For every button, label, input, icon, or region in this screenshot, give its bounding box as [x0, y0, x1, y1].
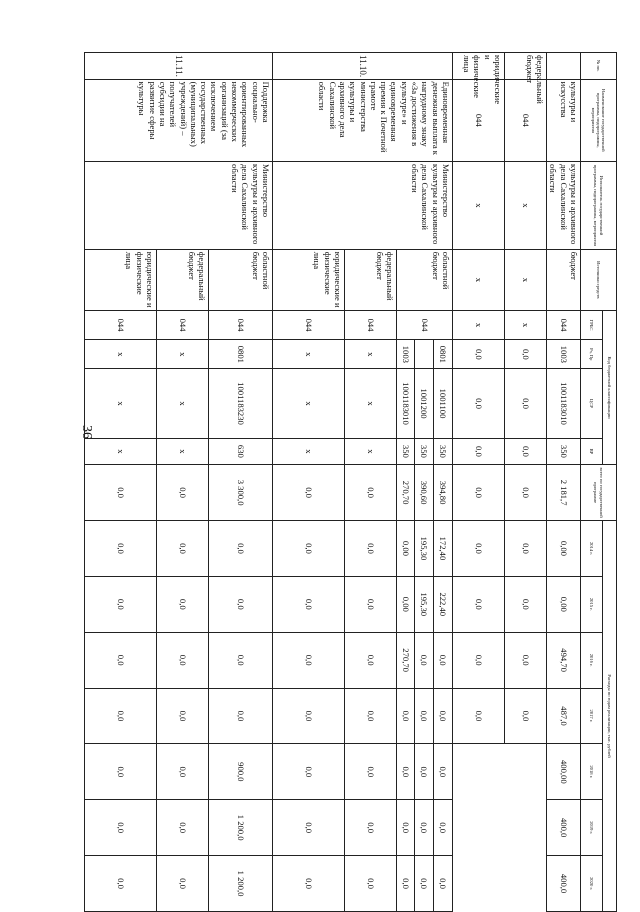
year-value: 0,00 — [547, 521, 581, 577]
grbs-code: 044 — [209, 310, 273, 339]
funding-source: юридические и физические лица — [453, 53, 505, 80]
year-value — [397, 521, 453, 577]
csr-code: 1001183230 — [209, 369, 273, 438]
rzpr-code-line: 1003 — [397, 340, 415, 368]
year-value: 0,0 — [157, 744, 209, 800]
year-value: 0,0 — [209, 632, 273, 688]
year-value-line: 172,40 — [438, 536, 449, 561]
vr-code: x — [157, 438, 209, 465]
year-value: 0,0 — [453, 465, 505, 521]
year-value: 400,0 — [547, 856, 581, 912]
csr-code: x — [505, 249, 547, 310]
header-source: Источники средств — [581, 249, 617, 310]
header-year: 2016 г. — [581, 632, 603, 688]
year-value — [397, 856, 453, 912]
year-value: 900,0 — [209, 744, 273, 800]
grbs-code: 044 — [345, 310, 397, 339]
year-value: 0,0 — [273, 856, 345, 912]
year-value: 0,00 — [547, 576, 581, 632]
year-value: 0,0 — [157, 688, 209, 744]
executor: Министерство культуры и архивного дела Сахалинской области — [85, 162, 273, 250]
year-value: 0,0 — [273, 521, 345, 577]
rzpr-code — [397, 340, 453, 369]
year-value: 0,0 — [157, 800, 209, 856]
csr-code: x — [85, 369, 157, 438]
year-value: 0,0 — [273, 688, 345, 744]
table-row — [209, 53, 273, 912]
year-value: 0,0 — [505, 632, 547, 688]
year-value: 0,0 — [157, 521, 209, 577]
rzpr-code: x — [157, 340, 209, 369]
total-value: 0,0 — [157, 465, 209, 521]
grbs-code: 044 — [505, 79, 547, 161]
total-value-line: 390,60 — [415, 465, 433, 520]
year-value: 0,0 — [345, 800, 397, 856]
grbs-code: 044 — [547, 310, 581, 339]
vr-code-line: 350 — [397, 439, 415, 465]
year-value: 0,0 — [209, 688, 273, 744]
year-value: 0,0 — [85, 856, 157, 912]
year-value: 0,0 — [505, 688, 547, 744]
rzpr-code: x — [85, 340, 157, 369]
year-value: 0,0 — [345, 632, 397, 688]
year-value-line: 0,0 — [438, 878, 449, 889]
year-value-line: 0,0 — [415, 633, 433, 688]
csr-code: x — [345, 369, 397, 438]
grbs-code: 044 — [273, 310, 345, 339]
csr-code — [397, 369, 453, 438]
year-value: 0,0 — [85, 576, 157, 632]
year-value: 0,0 — [209, 576, 273, 632]
year-value-line: 270,70 — [397, 633, 415, 688]
header-year: 2017 г. — [581, 688, 603, 744]
year-value: 0,0 — [85, 521, 157, 577]
vr-code: x — [505, 310, 547, 339]
year-value-line: 0,0 — [397, 856, 415, 911]
year-value-line: 0,0 — [397, 744, 415, 799]
year-value-line: 0,0 — [438, 710, 449, 722]
year-value: 0,0 — [505, 369, 547, 438]
year-value: 0,0 — [505, 576, 547, 632]
year-value-line: 0,00 — [397, 577, 415, 632]
table-row — [397, 53, 453, 912]
measure-name: культуры и искусства — [547, 79, 581, 161]
year-value: 0,0 — [453, 576, 505, 632]
page-number: 36 — [79, 425, 94, 439]
year-value: 0,0 — [273, 576, 345, 632]
year-value: 0,0 — [345, 576, 397, 632]
year-value: 487,0 — [547, 688, 581, 744]
year-value: 0,0 — [157, 576, 209, 632]
year-value: 0,0 — [453, 632, 505, 688]
header-year: 2019 г. — [581, 800, 603, 856]
row-number: 11.10. — [273, 53, 453, 80]
year-value: 0,0 — [157, 632, 209, 688]
total-value: 3 300,0 — [209, 465, 273, 521]
rzpr-code: 1003 — [547, 340, 581, 369]
year-value: 0,0 — [157, 856, 209, 912]
year-value-line: 0,0 — [415, 744, 433, 799]
header-rzpr: Рз, Пр — [581, 340, 603, 369]
year-value: 0,0 — [453, 438, 505, 465]
table-row — [453, 53, 505, 912]
vr-code-line: 350 — [415, 439, 433, 465]
csr-code: x — [453, 249, 505, 310]
year-value — [397, 632, 453, 688]
funding-source: юридические и физические лица — [273, 249, 345, 310]
total-value: 0,0 — [273, 465, 345, 521]
vr-code: x — [273, 438, 345, 465]
year-value-line: 0,0 — [438, 766, 449, 778]
vr-code-line: 350 — [438, 444, 449, 458]
year-value: 0,0 — [453, 369, 505, 438]
header-year: 2018 г. — [581, 744, 603, 800]
measure-name: Единовременная денежная выплата к нагрудному знаку «За достижения в культуре» и единовременная премия к Почетной грамоте министерства культуры и архивного дела Сахалинской области — [273, 79, 453, 161]
header-expenses: Расходы по годам реализации, тыс. рублей — [603, 521, 617, 912]
year-value-line: 195,30 — [415, 521, 433, 576]
year-value-line: 0,00 — [397, 521, 415, 576]
header-year: 2015 г. — [581, 576, 603, 632]
total-value-line: 394,80 — [438, 480, 449, 505]
year-value-line: 0,0 — [415, 689, 433, 744]
year-value-line: 0,0 — [397, 800, 415, 855]
header-kbk: Код бюджетной классификации — [603, 310, 617, 464]
year-value: 0,0 — [345, 856, 397, 912]
table-row — [547, 53, 581, 912]
csr-code-line: 1001100 — [438, 388, 449, 419]
year-value-line: 0,0 — [415, 800, 433, 855]
vr-code: x — [345, 438, 397, 465]
rzpr-code: x — [505, 162, 547, 250]
year-value: 0,0 — [345, 744, 397, 800]
header-total: всего по государственной программе — [581, 465, 617, 521]
rzpr-code-line — [415, 340, 433, 368]
grbs-code: 044 — [85, 310, 157, 339]
header-csr: ЦСР — [581, 369, 603, 438]
header-year: 2014 г. — [581, 521, 603, 577]
vr-code — [397, 438, 453, 465]
vr-code: 350 — [547, 438, 581, 465]
table-body — [85, 53, 581, 912]
year-value: 0,0 — [345, 521, 397, 577]
year-value-line: 0,0 — [415, 856, 433, 911]
csr-code-line: 1001183010 — [397, 369, 415, 437]
csr-code: x — [157, 369, 209, 438]
header-grbs: ГРБС — [581, 310, 603, 339]
table-row — [505, 53, 547, 912]
measure-name: Поддержка социально-ориентированных некоммерческих организаций (за исключением государственных (муниципальных) учреждений) – получателей субсидии на развитие сферы культуры — [85, 79, 273, 161]
vr-code: x — [453, 310, 505, 339]
funding-source: областной бюджет — [209, 249, 273, 310]
year-value: 0,0 — [453, 521, 505, 577]
year-value-line: 222,40 — [438, 592, 449, 617]
vr-code: x — [85, 438, 157, 465]
year-value: 0,0 — [273, 632, 345, 688]
funding-source: федеральный бюджет — [345, 249, 397, 310]
total-value: 0,0 — [85, 465, 157, 521]
budget-table — [84, 52, 617, 912]
year-value — [397, 576, 453, 632]
funding-source: бюджет — [547, 249, 581, 310]
header-executor: Исполнитель государственной программы, подпрограммы, мероприятия — [581, 162, 617, 250]
total-value: 2 181,7 — [547, 465, 581, 521]
year-value: 0,0 — [209, 521, 273, 577]
rzpr-code: x — [273, 340, 345, 369]
year-value: 400,0 — [547, 800, 581, 856]
year-value: 494,70 — [547, 632, 581, 688]
csr-code: 1001183010 — [547, 369, 581, 438]
budget-table-rotated — [115, 52, 617, 912]
year-value-line: 0,0 — [438, 654, 449, 666]
year-value: 0,0 — [85, 688, 157, 744]
rzpr-code: x — [453, 162, 505, 250]
year-value — [397, 800, 453, 856]
rzpr-code-line: 0801 — [438, 345, 449, 363]
year-value: 0,0 — [453, 688, 505, 744]
year-value: 0,0 — [505, 465, 547, 521]
row-number: 11.11. — [85, 53, 273, 80]
executor: Министерство культуры и архивного дела Сахалинской области — [273, 162, 453, 250]
year-value — [397, 688, 453, 744]
total-value — [397, 465, 453, 521]
year-value-line: 0,0 — [438, 822, 449, 834]
year-value: 0,0 — [273, 800, 345, 856]
grbs-code: 044 — [397, 310, 453, 339]
total-value: 0,0 — [505, 340, 547, 369]
year-value-line: 0,0 — [397, 689, 415, 744]
header-num: № пп. — [581, 53, 617, 80]
header-name: Наименование государственной программы, подпрограммы, мероприятия — [581, 79, 617, 161]
csr-code-line: 1001200 — [415, 369, 433, 437]
header-vr: ВР — [581, 438, 603, 465]
executor: культуры и архивного дела Сахалинской области — [547, 162, 581, 250]
total-value: 0,0 — [345, 465, 397, 521]
total-value: 0,0 — [453, 340, 505, 369]
funding-source: юридические и физические лица — [85, 249, 157, 310]
year-value: 0,0 — [505, 521, 547, 577]
header-year: 2020 г. — [581, 856, 603, 912]
year-value: 0,0 — [85, 744, 157, 800]
year-value: 1 200,0 — [209, 800, 273, 856]
year-value: 0,0 — [505, 438, 547, 465]
year-value: 0,0 — [85, 800, 157, 856]
row-number — [547, 53, 581, 80]
year-value: 0,0 — [85, 632, 157, 688]
total-value-line: 270,70 — [397, 465, 415, 520]
vr-code: 630 — [209, 438, 273, 465]
rzpr-code: 0801 — [209, 340, 273, 369]
funding-source: федеральный бюджет — [157, 249, 209, 310]
rzpr-code: x — [345, 340, 397, 369]
csr-code: x — [273, 369, 345, 438]
year-value: 400,00 — [547, 744, 581, 800]
funding-source: федеральный бюджет — [505, 53, 547, 80]
grbs-code: 044 — [453, 79, 505, 161]
year-value-line: 195,30 — [415, 577, 433, 632]
grbs-code: 044 — [157, 310, 209, 339]
year-value: 0,0 — [273, 744, 345, 800]
funding-source: областной бюджет — [397, 249, 453, 310]
year-value: 1 200,0 — [209, 856, 273, 912]
year-value: 0,0 — [345, 688, 397, 744]
year-value — [397, 744, 453, 800]
